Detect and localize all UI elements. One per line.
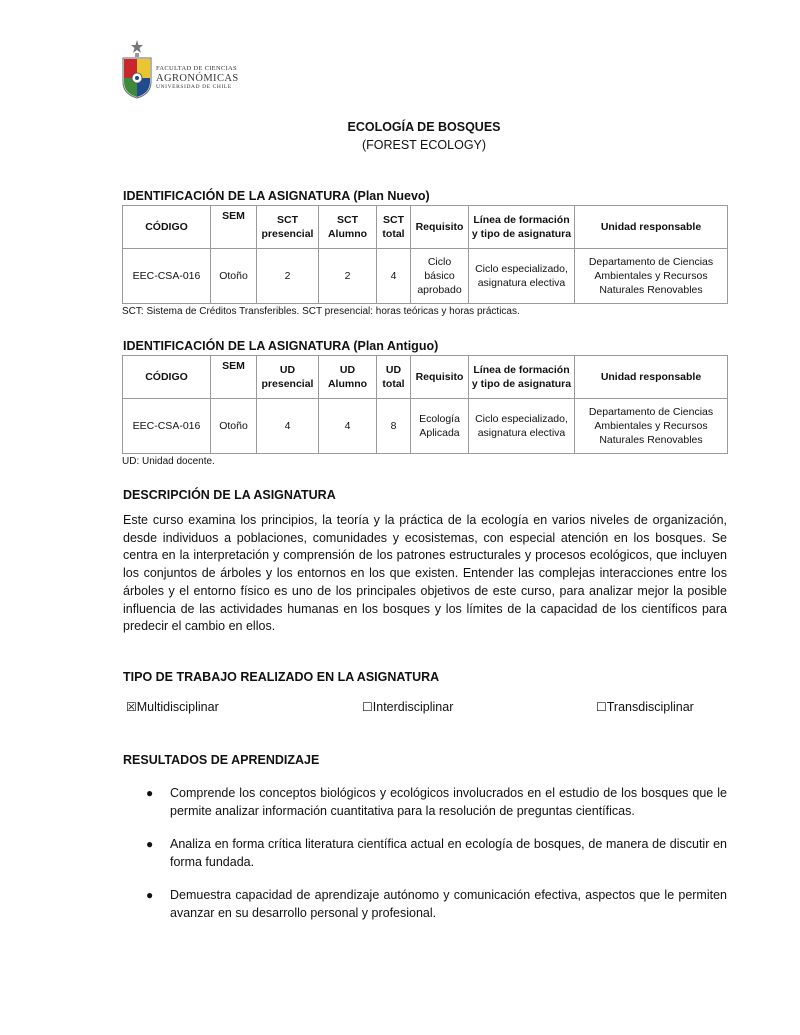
- option-interdisciplinar[interactable]: [362, 700, 453, 714]
- cell-unidad-responsable: Departamento de Ciencias Ambientales y Recursos Naturales Renovables: [575, 249, 728, 304]
- option-multidisciplinar[interactable]: [126, 700, 219, 714]
- faculty-logo: [120, 38, 240, 100]
- cell-ud-total: 8: [377, 399, 411, 454]
- cell-codigo: EEC-CSA-016: [123, 399, 211, 454]
- plan-antiguo-table: [122, 355, 728, 454]
- header-cell-sct-alumno: SCT Alumno: [319, 206, 377, 249]
- header-cell-codigo: CÓDIGO: [123, 356, 211, 399]
- page-subtitle: (FOREST ECOLOGY): [361, 138, 487, 152]
- cell-linea-formacion: Ciclo especializado, asignatura electiva: [469, 399, 575, 454]
- cell-ud-presencial: 4: [257, 399, 319, 454]
- bullet-icon: ●: [146, 837, 154, 851]
- list-item: Demuestra capacidad de aprendizaje autónomo y comunicación efectiva, aspectos que le permiten avanzar en su desarrollo personal y profesional.: [170, 888, 727, 920]
- plan-nuevo-table: [122, 205, 728, 304]
- option-transdisciplinar[interactable]: [596, 700, 694, 714]
- cell-requisito: Ciclo básico aprobado: [411, 249, 469, 304]
- logo-line-agronomicas: AGRONÓMICAS: [156, 72, 239, 84]
- header-cell-requisito: Requisito: [411, 356, 469, 399]
- cell-sem: Otoño: [211, 249, 257, 304]
- header-cell-sct-presencial: SCT presencial: [257, 206, 319, 249]
- header-cell-sem: SEM: [211, 356, 257, 399]
- cell-sct-alumno: 2: [319, 249, 377, 304]
- cell-codigo: EEC-CSA-016: [123, 249, 211, 304]
- descripcion-heading: DESCRIPCIÓN DE LA ASIGNATURA: [123, 488, 336, 502]
- option-label: Transdisciplinar: [606, 700, 694, 714]
- header-cell-unidad-responsable: Unidad responsable: [575, 356, 728, 399]
- header-cell-ud-presencial: UD presencial: [257, 356, 319, 399]
- header-cell-sem: SEM: [211, 206, 257, 249]
- university-shield-icon: [120, 38, 154, 100]
- plan-nuevo-heading: IDENTIFICACIÓN DE LA ASIGNATURA (Plan Nuevo): [123, 189, 430, 203]
- descripcion-text: Este curso examina los principios, la teoría y la práctica de la ecología en varios niveles de organización, desde individuos a poblaciones, comunidades y ecosistemas, con especial atención en los bosques. Se centra en la interpretación y comprensión de los patrones estructurales y procesos ecológicos, que incluyen los conjuntos de árboles y los entornos en los que existen. Entender las complejas interacciones entre los árboles y el entorno físico es uno de los principales objetivos de este curso, para analizar mejor la posible influencia de las actividades humanas en los bosques y los límites de la capacidad de los científicos para predecir el cambio en ellos.: [123, 513, 727, 634]
- header-cell-linea-formacion: Línea de formación y tipo de asignatura: [469, 206, 575, 249]
- table-row: [123, 249, 728, 304]
- header-cell-codigo: CÓDIGO: [123, 206, 211, 249]
- option-label: Interdisciplinar: [372, 700, 454, 714]
- header-cell-sct-total: SCT total: [377, 206, 411, 249]
- logo-text: [156, 66, 239, 91]
- table-row: [123, 399, 728, 454]
- header-cell-unidad-responsable: Unidad responsable: [575, 206, 728, 249]
- plan-antiguo-heading: IDENTIFICACIÓN DE LA ASIGNATURA (Plan Antiguo): [123, 339, 439, 353]
- cell-linea-formacion: Ciclo especializado, asignatura electiva: [469, 249, 575, 304]
- plan-antiguo-note: UD: Unidad docente.: [122, 456, 215, 467]
- table-header-row: [123, 356, 728, 399]
- list-item: Comprende los conceptos biológicos y ecológicos involucrados en el estudio de los bosques que le permite analizar información cuantitativa para la resolución de preguntas científicas.: [170, 786, 727, 818]
- list-item: Analiza en forma crítica literatura científica actual en ecología de bosques, de manera de discutir en forma fundada.: [170, 837, 727, 869]
- cell-unidad-responsable: Departamento de Ciencias Ambientales y Recursos Naturales Renovables: [575, 399, 728, 454]
- cell-requisito: Ecología Aplicada: [411, 399, 469, 454]
- unchecked-box-icon[interactable]: ☐: [596, 700, 607, 714]
- logo-line-university: UNIVERSIDAD DE CHILE: [156, 84, 232, 90]
- plan-nuevo-note: SCT: Sistema de Créditos Transferibles. SCT presencial: horas teóricas y horas prácticas.: [122, 306, 520, 317]
- cell-sem: Otoño: [211, 399, 257, 454]
- cell-sct-presencial: 2: [257, 249, 319, 304]
- page-title: ECOLOGÍA DE BOSQUES: [347, 120, 501, 134]
- tipo-trabajo-heading: TIPO DE TRABAJO REALIZADO EN LA ASIGNATURA: [123, 670, 440, 684]
- bullet-icon: ●: [146, 786, 154, 800]
- logo-line-faculty: FACULTAD DE CIENCIAS: [156, 65, 237, 72]
- checked-box-icon[interactable]: ☒: [126, 700, 137, 714]
- option-label: Multidisciplinar: [136, 700, 219, 714]
- header-cell-linea-formacion: Línea de formación y tipo de asignatura: [469, 356, 575, 399]
- table-header-row: [123, 206, 728, 249]
- resultados-heading: RESULTADOS DE APRENDIZAJE: [123, 753, 320, 767]
- cell-sct-total: 4: [377, 249, 411, 304]
- header-cell-requisito: Requisito: [411, 206, 469, 249]
- header-cell-ud-alumno: UD Alumno: [319, 356, 377, 399]
- unchecked-box-icon[interactable]: ☐: [362, 700, 373, 714]
- cell-ud-alumno: 4: [319, 399, 377, 454]
- bullet-icon: ●: [146, 888, 154, 902]
- header-cell-ud-total: UD total: [377, 356, 411, 399]
